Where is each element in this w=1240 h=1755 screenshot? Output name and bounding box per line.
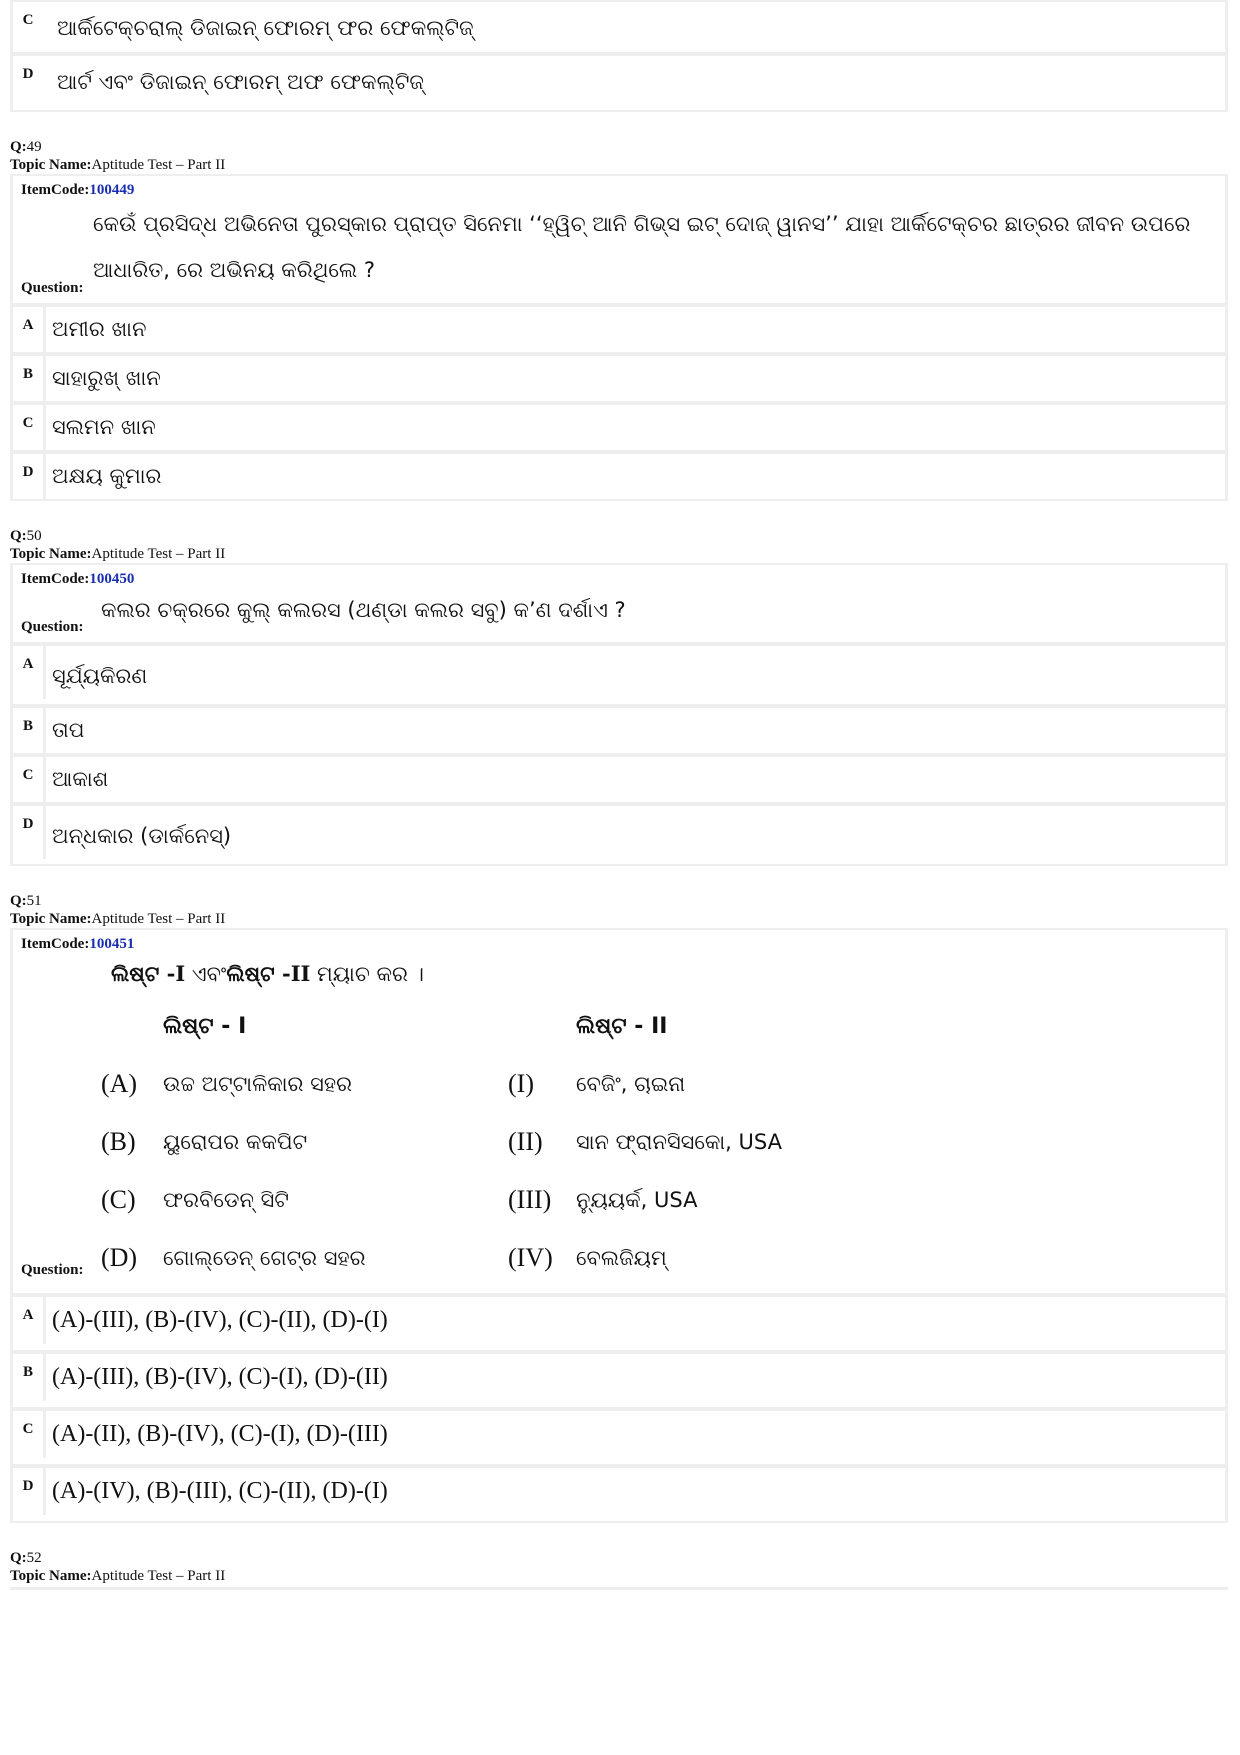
topic-name: Aptitude Test – Part II [91,911,226,927]
list2-ref: ଲିଷ୍ଟ -II [226,961,311,986]
list1-header: ଲିଷ୍ଟ - I [163,1013,247,1039]
question-text: କଲର ଚକ୍ରରେ କୁଲ୍ କଲରସ (ଥଣ୍ଡା କଲର ସବୁ) କ’ଣ ଦର୍ଶାଏ ? [101,598,626,622]
option-d[interactable]: D (A)-(IV), (B)-(III), (C)-(II), (D)-(I) [13,1468,1225,1521]
option-d[interactable]: D ଅକ୍ଷୟ କୁମାର [13,454,1225,499]
itemcode-value: 100449 [89,182,135,198]
option-text: ଆକାଶ [43,757,1225,802]
option-text: (A)-(IV), (B)-(III), (C)-(II), (D)-(I) [43,1468,1225,1515]
option-c[interactable]: C ସଲମନ ଖାନ [13,405,1225,454]
question-number: 51 [26,893,42,909]
topic-name: Aptitude Test – Part II [91,1568,226,1584]
option-b[interactable]: B (A)-(III), (B)-(IV), (C)-(I), (D)-(II) [13,1354,1225,1411]
itemcode-value: 100451 [89,936,135,952]
q50-block [10,563,1228,866]
option-d[interactable]: D ଅନ୍ଧକାର (ଡାର୍କନେସ୍) [13,806,1225,864]
topic-name: Aptitude Test – Part II [91,157,226,173]
match-row: (D) ଗୋଲ୍ଡେନ୍ ଗେଟ୍ର ସହର (IV) ବେଲଜିୟମ୍ [101,1243,667,1272]
match-row: (C) ଫରବିଡେନ୍ ସିଟି (III) ନ୍ୟୁୟର୍କ, USA [101,1185,698,1214]
q49-block [10,174,1228,501]
option-a[interactable]: A ଅମୀର ଖାନ [13,307,1225,356]
question-label: Question: [21,1262,84,1278]
match-instruction: ଲିଷ୍ଟ -I ଏବଂଲିଷ୍ଟ -II ମ୍ୟାଚ କର । [111,961,425,986]
option-text: ତାପ [43,708,1225,753]
q49-header [10,138,1228,174]
question [13,201,1225,303]
question [13,955,1225,1293]
q51-block [10,928,1228,1523]
question-label: Question: [21,619,84,635]
option-text: ଆର୍କିଟେକ୍ଚରାଲ୍ ଡିଜାଇନ୍ ଫୋରମ୍ ଫର ଫେକଲ୍ଟିଜ୍ [57,16,474,40]
option-text: ଅମୀର ଖାନ [43,307,1225,352]
q52-block-top-edge [10,1587,1228,1590]
question-label: Question: [21,280,84,296]
list1-ref: ଲିଷ୍ଟ -I [111,961,186,986]
option-c[interactable] [13,2,1225,56]
option-letter: D [22,66,34,82]
q-label: Q: [10,139,27,155]
match-row: (A) ଉଚ୍ଚ ଅଟ୍ଟାଳିକାର ସହର (I) ବେଜିଂ, ଚାଇନା [101,1069,686,1098]
option-d[interactable] [13,56,1225,110]
option-text: ସାହାରୁଖ୍ ଖାନ [43,356,1225,401]
option-b[interactable]: B ତାପ [13,708,1225,757]
option-text: ଅନ୍ଧକାର (ଡାର୍କନେସ୍) [43,806,1225,859]
q48-options-block [10,0,1228,112]
question-number: 52 [26,1550,42,1566]
question [13,590,1225,642]
question-number: 50 [26,528,42,544]
option-letter: C [22,12,34,28]
option-b[interactable]: B ସାହାରୁଖ୍ ଖାନ [13,356,1225,405]
option-text: ଆର୍ଟ ଏବଂ ଡିଜାଇନ୍ ଫୋରମ୍ ଅଫ ଫେକଲ୍ଟିଜ୍ [57,70,424,94]
q52-header: Q:52 Topic Name:Aptitude Test – Part II [10,1550,226,1584]
itemcode: ItemCode:100449 [21,182,135,198]
itemcode: ItemCode:100450 [21,571,135,587]
option-text: ସଲମନ ଖାନ [43,405,1225,450]
itemcode: ItemCode:100451 [21,936,135,952]
topic-label: Topic Name: [10,157,92,173]
option-text: (A)-(III), (B)-(IV), (C)-(II), (D)-(I) [43,1297,1225,1344]
match-row: (B) ୟୁରୋପର କକପିଟ (II) ସାନ ଫ୍ରାନସିସକୋ, USA [101,1127,782,1156]
option-c[interactable]: C ଆକାଶ [13,757,1225,806]
topic-name: Aptitude Test – Part II [91,546,226,562]
question-number: 49 [26,139,42,155]
exam-page [10,0,1228,1590]
option-text: (A)-(III), (B)-(IV), (C)-(I), (D)-(II) [43,1354,1225,1401]
option-text: ସୂର୍ଯ୍ୟକିରଣ [43,646,1225,699]
match-table [101,997,782,1287]
option-a[interactable]: A ସୂର୍ଯ୍ୟକିରଣ [13,646,1225,708]
list2-header: ଲିଷ୍ଟ - II [576,1013,668,1039]
option-text: ଅକ୍ଷୟ କୁମାର [43,454,1225,499]
question-text: କେଉଁ ପ୍ରସିଦ୍ଧ ଅଭିନେତା ପୁରସ୍କାର ପ୍ରାପ୍ତ ସିନେମା ‘‘ହ୍ୱିଚ୍ ଆନି ଗିଭ୍ସ ଇଟ୍ ଦୋଜ୍ ୱାନସ’’ ଯାହା ଆର୍କିଟେକ୍ଚର ଛାତ୍ରର ଜୀବନ ଉପରେ ଆଧାରିତ, ରେ ଅଭିନୟ କରିଥିଲେ ? [93,212,1191,282]
option-c[interactable]: C (A)-(II), (B)-(IV), (C)-(I), (D)-(III) [13,1411,1225,1468]
q51-header: Q:51 Topic Name:Aptitude Test – Part II [10,893,226,927]
q50-header: Q:50 Topic Name:Aptitude Test – Part II [10,528,226,562]
itemcode-value: 100450 [89,571,135,587]
option-text: (A)-(II), (B)-(IV), (C)-(I), (D)-(III) [43,1411,1225,1458]
option-a[interactable]: A (A)-(III), (B)-(IV), (C)-(II), (D)-(I) [13,1297,1225,1354]
